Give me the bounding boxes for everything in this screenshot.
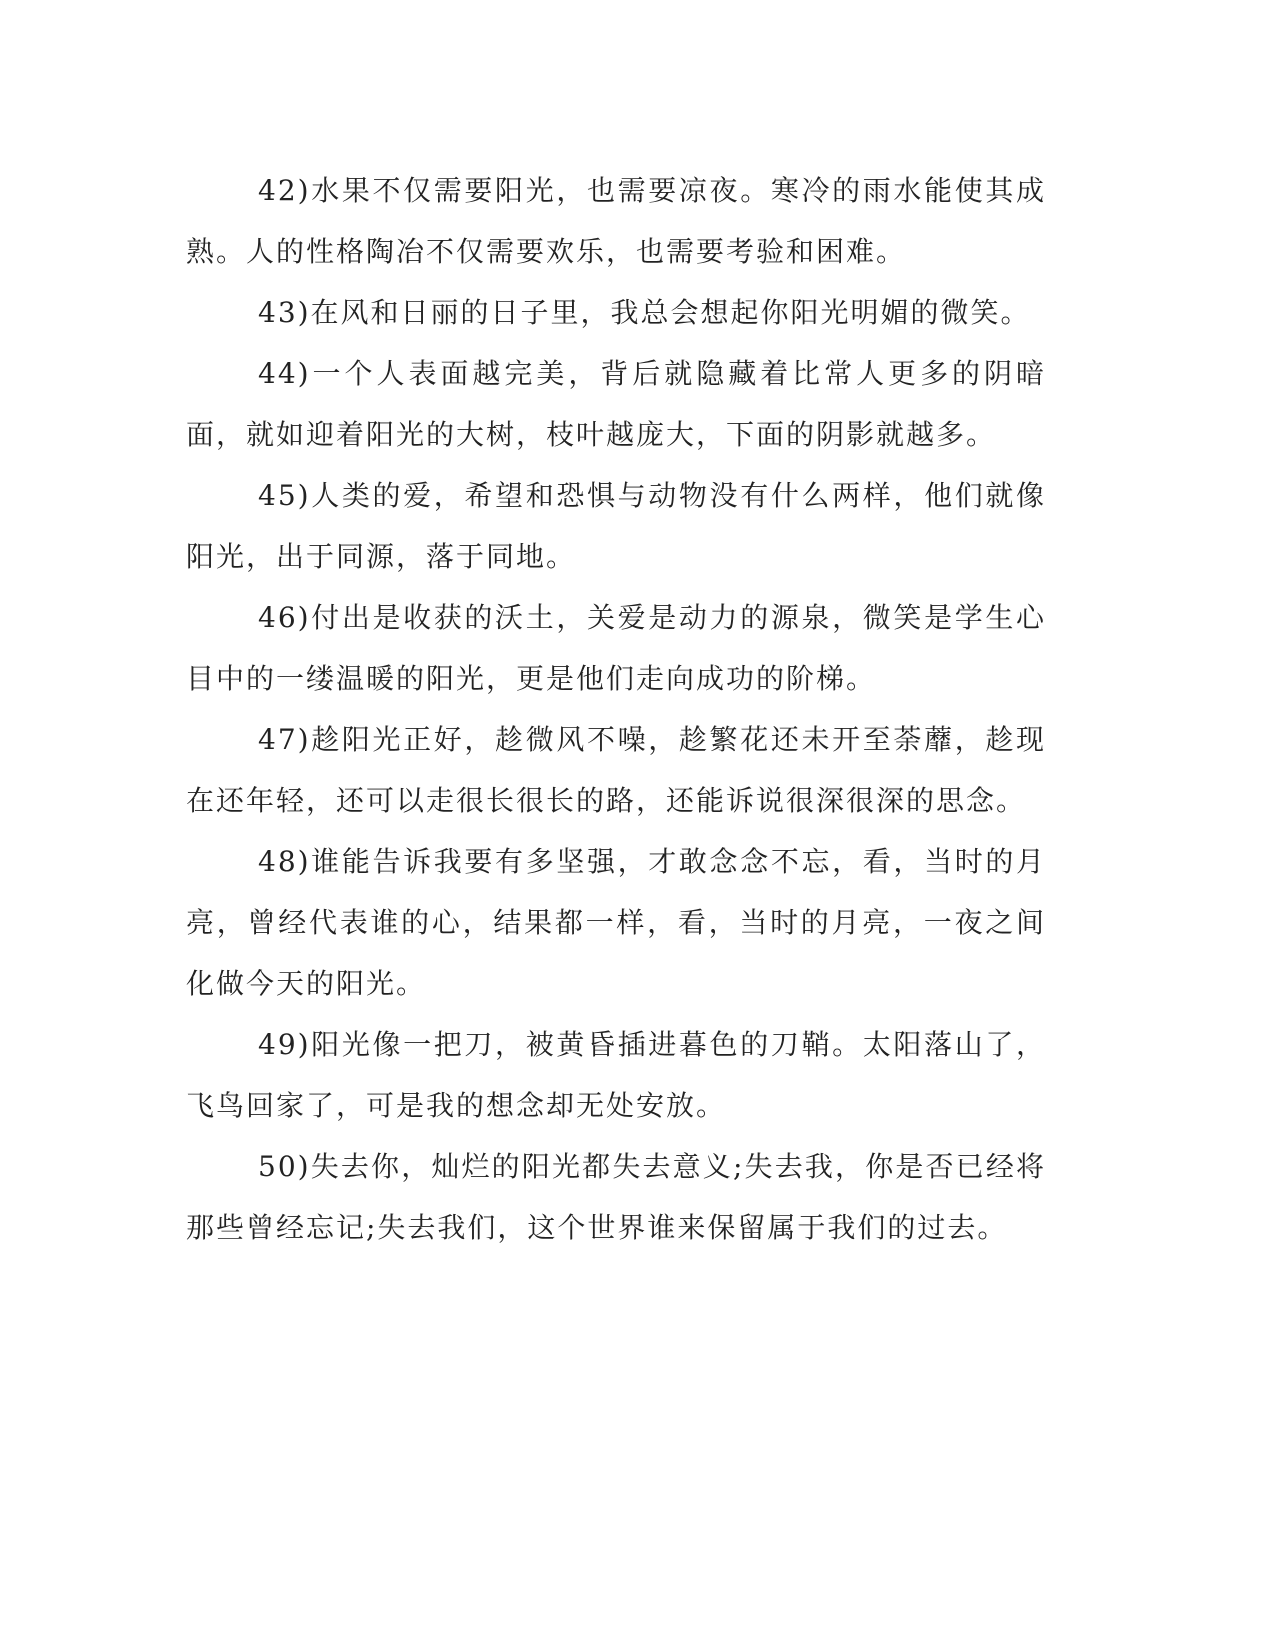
paragraph-46: 46)付出是收获的沃土，关爱是动力的源泉，微笑是学生心目中的一缕温暖的阳光，更是他们走向成功的阶梯。 <box>186 601 1046 695</box>
paragraph-42: 42)水果不仅需要阳光，也需要凉夜。寒冷的雨水能使其成熟。人的性格陶冶不仅需要欢乐，也需要考验和困难。 <box>186 174 1046 268</box>
paragraph-48: 48)谁能告诉我要有多坚强，才敢念念不忘，看，当时的月亮，曾经代表谁的心，结果都一样，看，当时的月亮，一夜之间化做今天的阳光。 <box>186 845 1046 1000</box>
paragraph-50: 50)失去你，灿烂的阳光都失去意义;失去我，你是否已经将那些曾经忘记;失去我们，这个世界谁来保留属于我们的过去。 <box>186 1150 1046 1244</box>
document-body <box>186 160 1046 1258</box>
paragraph-44: 44)一个人表面越完美，背后就隐藏着比常人更多的阴暗面，就如迎着阳光的大树，枝叶越庞大，下面的阴影就越多。 <box>186 357 1046 451</box>
paragraph-43: 43)在风和日丽的日子里，我总会想起你阳光明媚的微笑。 <box>258 296 1031 329</box>
paragraph-45: 45)人类的爱，希望和恐惧与动物没有什么两样，他们就像阳光，出于同源，落于同地。 <box>186 479 1046 573</box>
paragraph-49: 49)阳光像一把刀，被黄昏插进暮色的刀鞘。太阳落山了，飞鸟回家了，可是我的想念却无处安放。 <box>186 1028 1046 1122</box>
paragraph-47: 47)趁阳光正好，趁微风不噪，趁繁花还未开至荼蘼，趁现在还年轻，还可以走很长很长的路，还能诉说很深很深的思念。 <box>186 723 1046 817</box>
